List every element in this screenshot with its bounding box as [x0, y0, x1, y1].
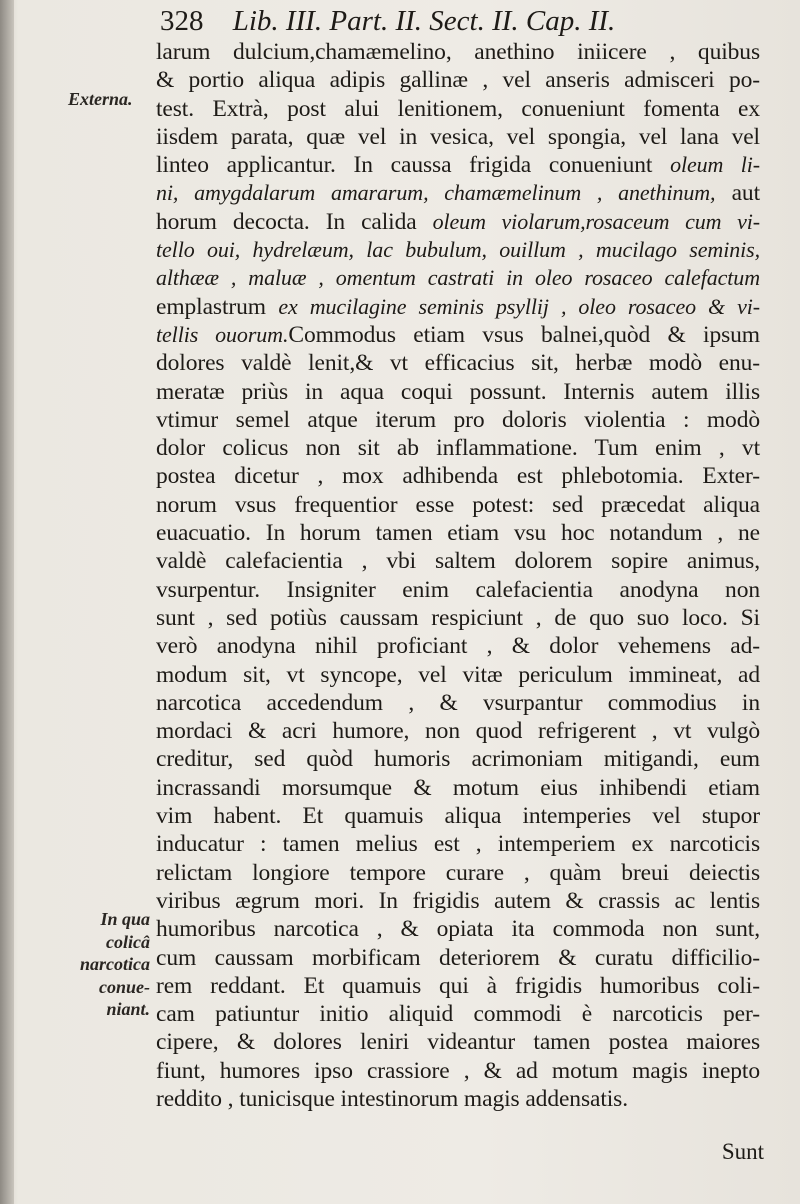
text-line: postea dicetur , mox adhibenda est phlebotomia. Exter-: [156, 463, 760, 490]
text-line: & portio aliqua adipis gallinæ , vel anseris admisceri po-: [156, 67, 760, 94]
text-line: horum decocta. In calida oleum violarum,rosaceum cum vi-: [156, 208, 761, 235]
margin-note-in-qua: [80, 908, 150, 1021]
text-line: althææ , maluæ , omentum castrati in oleo rosaceo calefactum: [156, 265, 760, 291]
text-line: modum sit, vt syncope, vel vitæ periculum immineat, ad: [156, 661, 760, 688]
text-line: emplastrum ex mucilagine seminis psyllij , oleo rosaceo & vi-: [156, 293, 760, 320]
text-line: tello oui, hydrelæum, lac bubulum, ouillum , mucilago seminis,: [156, 237, 760, 263]
text-line: reddito , tunicisque intestinorum magis addensatis.: [156, 1085, 629, 1112]
text-line: dolores valdè lenit,& vt efficacius sit, herbæ modò enu-: [156, 350, 760, 377]
text-line: iisdem parata, quæ vel in vesica, vel spongia, vel lana vel: [156, 123, 760, 150]
text-line: verò anodyna nihil proficiant , & dolor vehemens ad-: [156, 633, 760, 660]
text-line: relictam longiore tempore curare , quàm breui deiectis: [156, 859, 760, 886]
text-line: narcotica accedendum , & vsurpantur commodius in: [156, 689, 760, 716]
margin-note-line: In qua: [100, 909, 150, 929]
text-line: euacuatio. In horum tamen etiam vsu hoc notandum , ne: [156, 520, 760, 547]
text-line: cam patiuntur initio aliquid commodi è narcoticis per-: [156, 1001, 760, 1028]
text-line: creditur, sed quòd humoris acrimoniam mitigandi, eum: [156, 746, 760, 773]
text-line: mordaci & acri humore, non quod refrigerent , vt vulgò: [156, 718, 760, 745]
text-body: [156, 38, 760, 1113]
margin-note-externa: Externa.: [68, 89, 133, 109]
text-line: dolor colicus non sit ab inflammatione. Tum enim , vt: [156, 435, 760, 462]
text-line: larum dulcium,chamæmelino, anethino iniicere , quibus: [156, 39, 760, 65]
text-line: vtimur semel atque iterum pro doloris violentia : modò: [156, 406, 760, 433]
margin-note-line: colicâ: [106, 931, 150, 952]
running-header: [160, 4, 760, 38]
page-spine-shadow: [0, 0, 14, 1204]
page-number: 328: [160, 5, 204, 37]
text-line: inducatur : tamen melius est , intemperiem ex narcoticis: [156, 831, 760, 858]
text-line: rem reddant. Et quamuis qui à frigidis humoribus coli-: [156, 972, 760, 999]
text-line: tellis ouorum.Commodus etiam vsus balnei,quòd & ipsum: [156, 321, 760, 348]
margin-note-line: narcotica: [80, 954, 150, 974]
text-line: valdè calefacientia , vbi saltem dolorem sopire animus,: [156, 548, 760, 575]
running-title: Lib. III. Part. II. Sect. II. Cap. II.: [232, 5, 616, 37]
text-line: norum vsus frequentior esse potest: sed præcedat aliqua: [156, 491, 760, 518]
catchword: Sunt: [721, 1139, 764, 1164]
text-line: incrassandi morsumque & motum eius inhibendi etiam: [156, 774, 760, 801]
margin-note-line: conue-: [99, 976, 150, 997]
text-line: vsurpentur. Insigniter enim calefacientia anodyna non: [156, 576, 760, 603]
text-line: fiunt, humores ipso crassiore , & ad motum magis inepto: [156, 1057, 760, 1084]
text-line: meratæ priùs in aqua coqui possunt. Internis autem illis: [156, 378, 760, 405]
text-line: sunt , sed potiùs caussam respiciunt , de quo suo loco. Si: [156, 604, 760, 631]
text-line: cipere, & dolores leniri videantur tamen postea maiores: [156, 1029, 760, 1056]
text-line: vim habent. Et quamuis aliqua intemperies vel stupor: [156, 803, 760, 830]
text-line: humoribus narcotica , & opiata ita commoda non sunt,: [156, 916, 760, 943]
text-line: viribus ægrum mori. In frigidis autem & crassis ac lentis: [156, 887, 760, 914]
text-line: ni, amygdalarum amararum, chamæmelinum , anethinum, aut: [156, 180, 761, 207]
text-line: cum caussam morbificam deteriorem & curatu difficilio-: [156, 944, 760, 971]
margin-note-line: niant.: [106, 999, 150, 1019]
text-line: linteo applicantur. In caussa frigida conueniunt oleum li-: [156, 152, 760, 179]
text-line: test. Extrà, post alui lenitionem, conueniunt fomenta ex: [156, 95, 760, 122]
